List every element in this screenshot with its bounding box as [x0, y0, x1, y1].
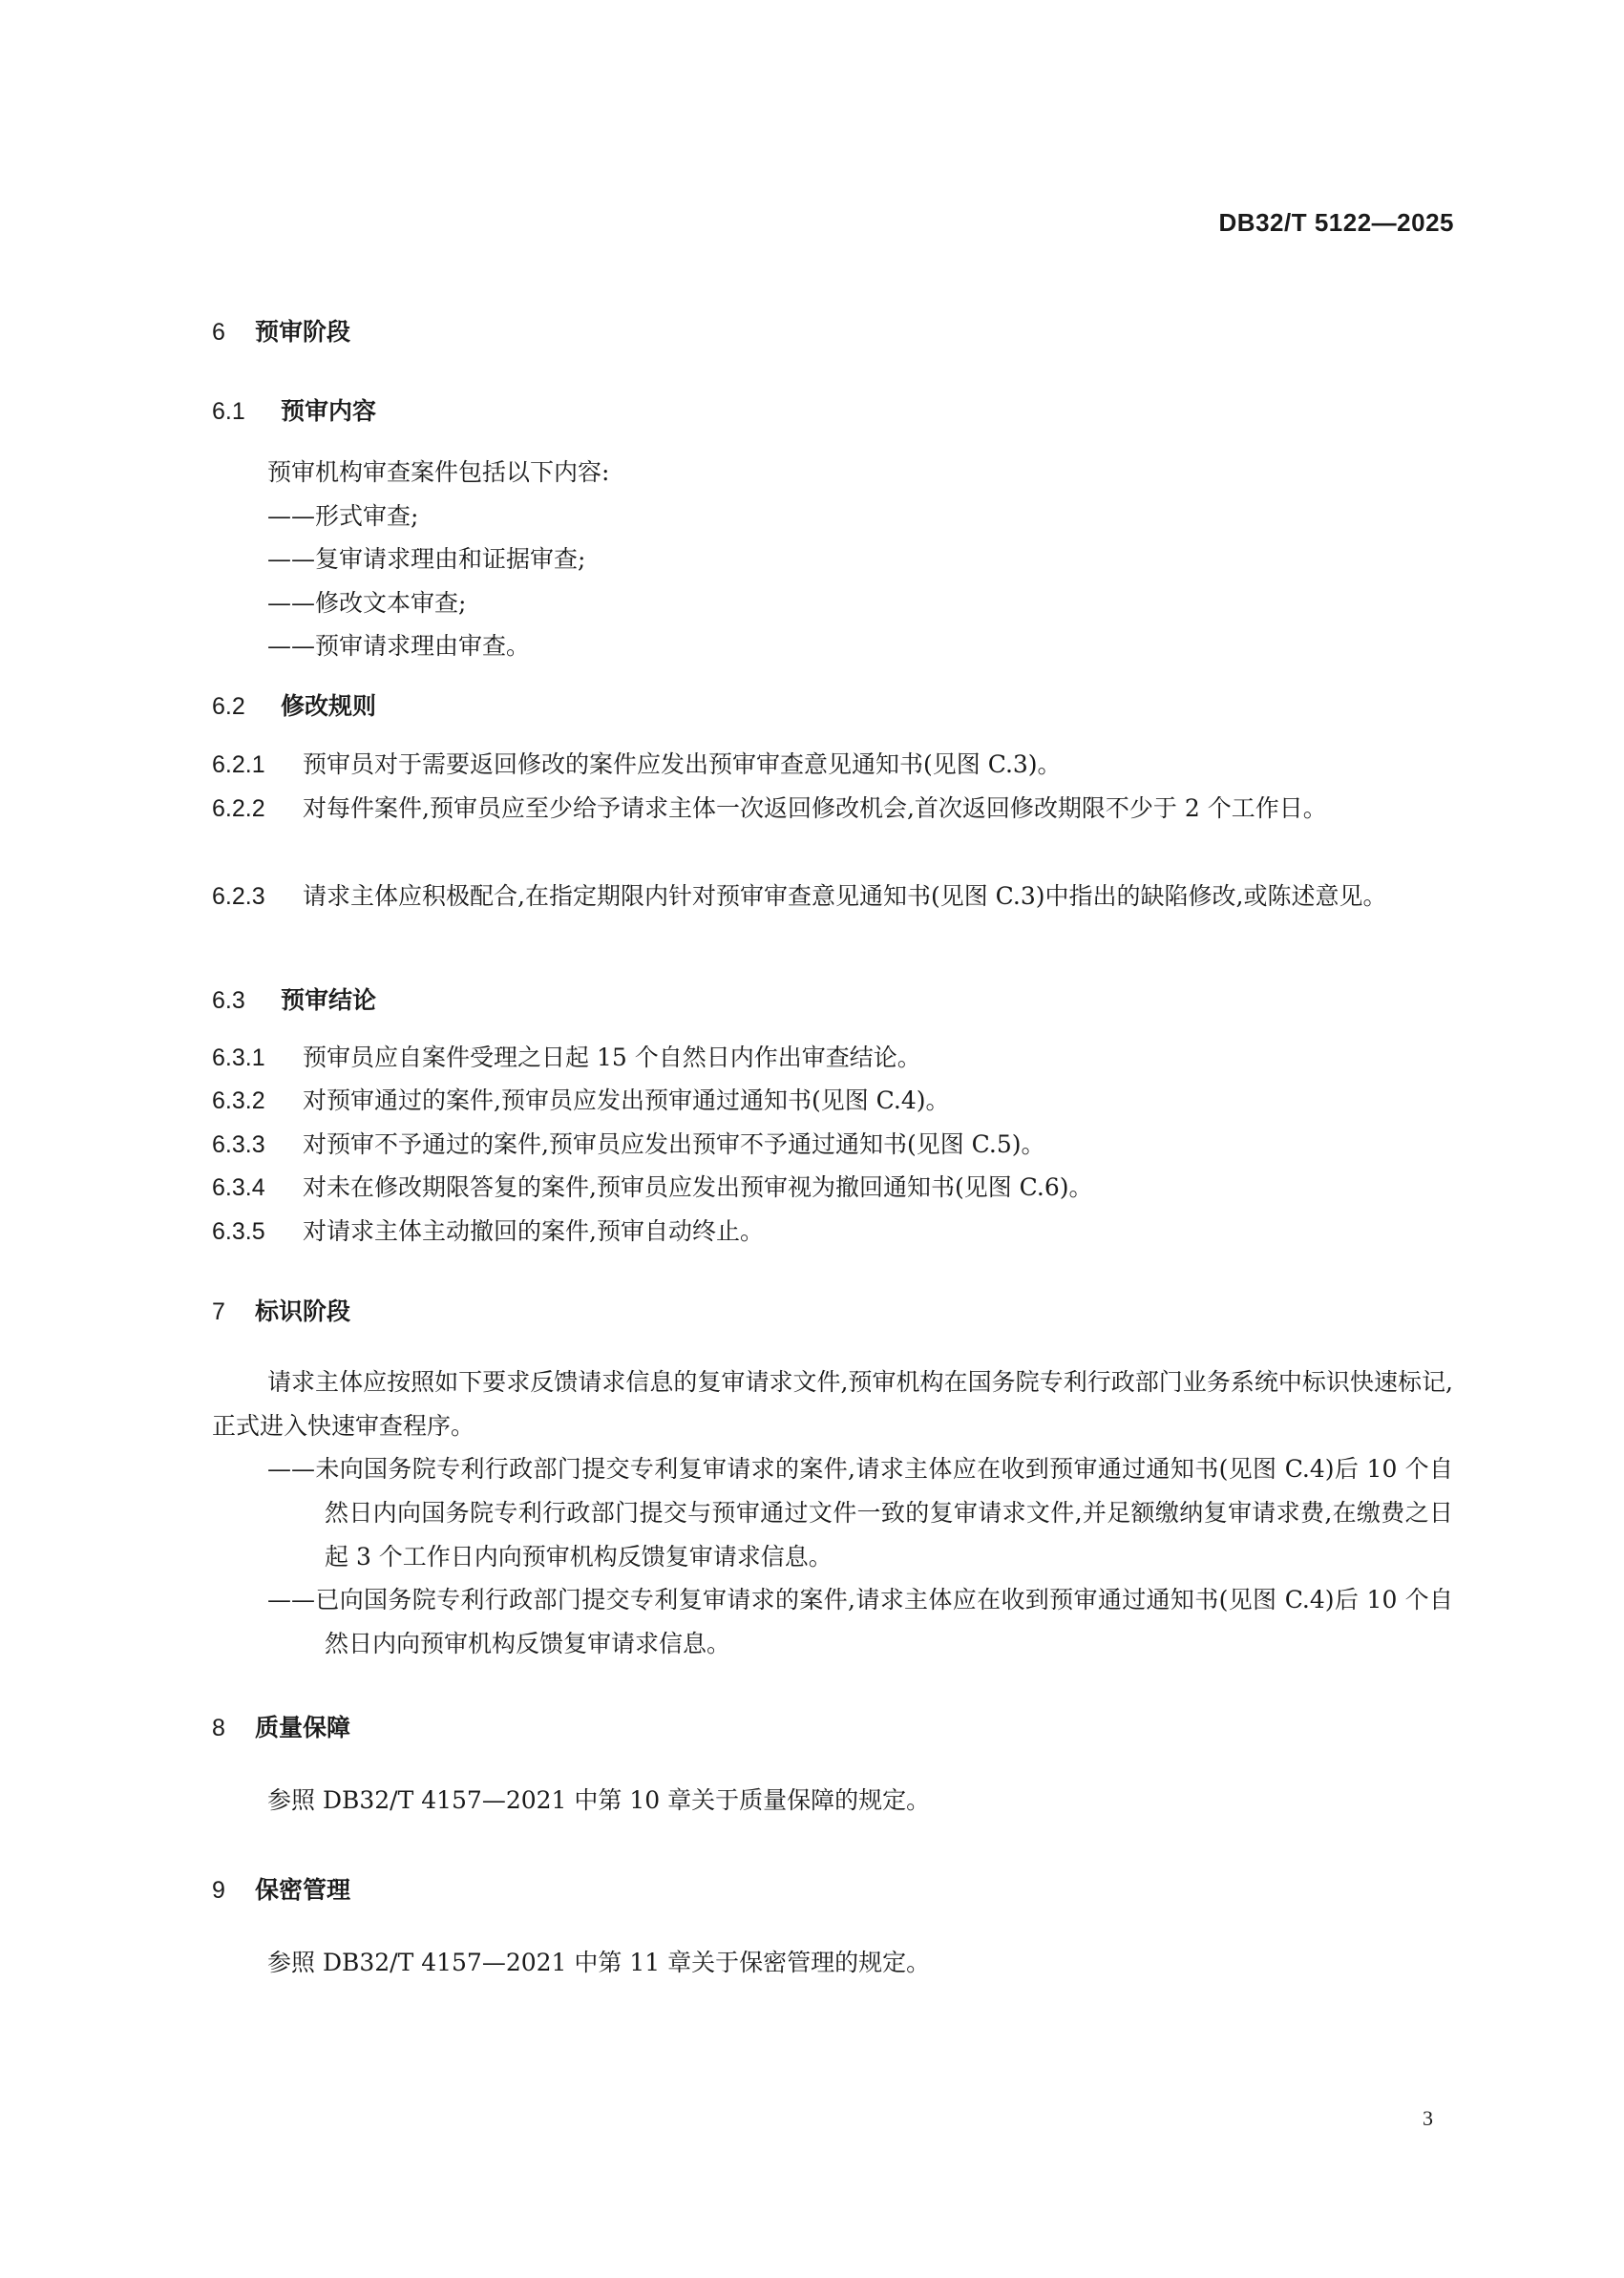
page-number: 3 [1423, 2106, 1433, 2130]
section-title: 质量保障 [255, 1714, 351, 1741]
section-6-heading [212, 313, 350, 348]
list-item: ——形式审查; [267, 502, 419, 530]
clause-number: 6.3.2 [212, 1087, 265, 1114]
section-title: 预审阶段 [255, 318, 351, 346]
section-6-2-heading [212, 687, 376, 722]
list-item: ——预审请求理由审查。 [267, 632, 531, 660]
clause-number: 6.3.1 [212, 1044, 265, 1071]
list-item: ——已向国务院专利行政部门提交专利复审请求的案件,请求主体应在收到预审通过通知书(见图 C.4)后 10 个自然日内向预审机构反馈复审请求信息。 [267, 1586, 1453, 1657]
clause-6-2-2 [212, 787, 1453, 831]
section-6-1-heading [212, 392, 376, 427]
section-title: 保密管理 [255, 1876, 351, 1904]
list-item: ——未向国务院专利行政部门提交专利复审请求的案件,请求主体应在收到预审通过通知书(见图 C.4)后 10 个自然日内向国务院专利行政部门提交与预审通过文件一致的复审请求文件,并足额缴纳复审请求费,在缴费之日起 3 个工作日内向预审机构反馈复审请求信息。 [267, 1455, 1453, 1571]
list-item: ——复审请求理由和证据审查; [267, 545, 586, 573]
clause-number: 6.2.3 [212, 883, 265, 910]
section-title: 预审内容 [281, 397, 377, 425]
clause-6-3-3 [212, 1123, 1453, 1167]
clause-6-3-1 [212, 1036, 1453, 1080]
clause-text: 对请求主体主动撤回的案件,预审自动终止。 [303, 1217, 764, 1245]
clause-6-3-4 [212, 1166, 1453, 1210]
clause-number: 6.3.5 [212, 1218, 265, 1245]
section-title: 预审结论 [281, 986, 377, 1014]
clause-text: 预审员应自案件受理之日起 15 个自然日内作出审查结论。 [303, 1044, 921, 1071]
clause-6-3-2 [212, 1079, 1453, 1123]
section-number: 8 [212, 1715, 225, 1741]
clause-text: 对预审不予通过的案件,预审员应发出预审不予通过通知书(见图 C.5)。 [303, 1130, 1045, 1158]
section-9-heading [212, 1871, 350, 1906]
paragraph: 请求主体应按照如下要求反馈请求信息的复审请求文件,预审机构在国务院专利行政部门业务系统中标识快速标记,正式进入快速审查程序。 [212, 1368, 1453, 1440]
clause-text: 对未在修改期限答复的案件,预审员应发出预审视为撤回通知书(见图 C.6)。 [303, 1173, 1093, 1201]
section-number: 9 [212, 1877, 225, 1904]
clause-number: 6.2.2 [212, 795, 265, 822]
paragraph: 参照 DB32/T 4157—2021 中第 10 章关于质量保障的规定。 [267, 1786, 931, 1814]
section-number: 6.1 [212, 398, 245, 425]
paragraph: 参照 DB32/T 4157—2021 中第 11 章关于保密管理的规定。 [267, 1949, 931, 1976]
clause-number: 6.3.4 [212, 1174, 265, 1201]
clause-6-3-5 [212, 1210, 1453, 1254]
document-code: DB32/T 5122—2025 [1218, 208, 1454, 237]
clause-text: 对每件案件,预审员应至少给予请求主体一次返回修改机会,首次返回修改期限不少于 2 个工作日。 [303, 794, 1327, 822]
list-item: ——修改文本审查; [267, 589, 467, 617]
clause-6-2-3 [212, 875, 1453, 918]
clause-text: 对预审通过的案件,预审员应发出预审通过通知书(见图 C.4)。 [303, 1086, 950, 1114]
section-7-heading [212, 1293, 350, 1327]
clause-6-2-1 [212, 743, 1453, 787]
section-number: 6.2 [212, 693, 245, 720]
section-number: 6.3 [212, 987, 245, 1014]
clause-text: 请求主体应积极配合,在指定期限内针对预审审查意见通知书(见图 C.3)中指出的缺陷修改,或陈述意见。 [303, 882, 1387, 910]
paragraph: 预审机构审查案件包括以下内容: [267, 458, 610, 486]
section-title: 标识阶段 [255, 1297, 351, 1325]
section-number: 7 [212, 1298, 225, 1325]
section-number: 6 [212, 319, 225, 346]
section-title: 修改规则 [281, 692, 377, 720]
clause-number: 6.2.1 [212, 751, 265, 778]
clause-number: 6.3.3 [212, 1131, 265, 1158]
clause-text: 预审员对于需要返回修改的案件应发出预审审查意见通知书(见图 C.3)。 [303, 750, 1062, 778]
section-8-heading [212, 1709, 350, 1743]
section-6-3-heading [212, 981, 376, 1016]
